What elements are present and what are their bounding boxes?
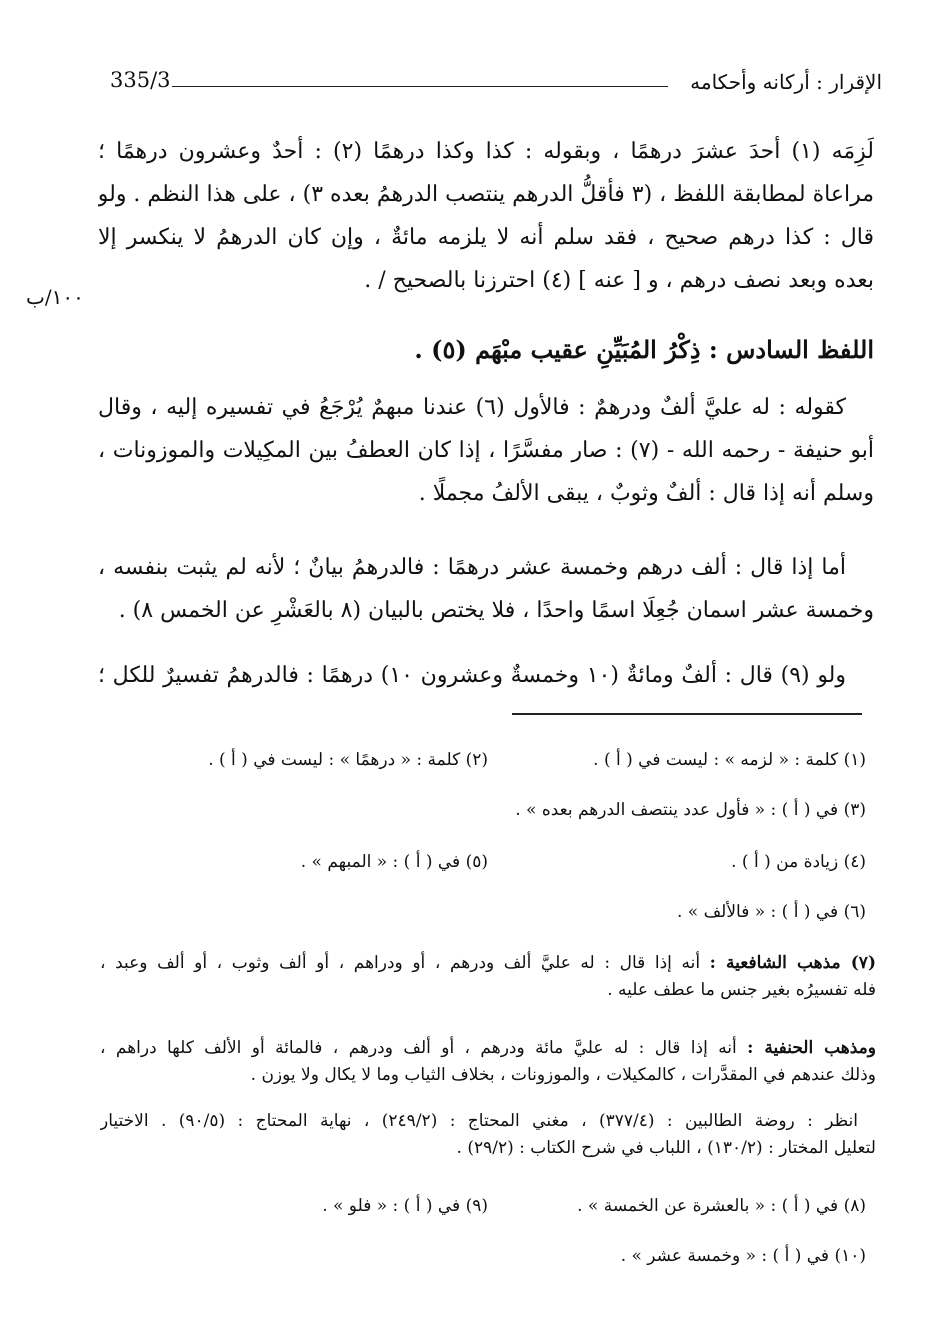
- footnote-2: (٢) كلمة : « درهمًا » : ليست في ( أ ) .: [208, 750, 488, 770]
- footnote-9: (٩) في ( أ ) : « فلو » .: [322, 1196, 488, 1216]
- footnote-6: (٦) في ( أ ) : « فالألف » .: [676, 902, 866, 922]
- reference-line: لتعليل المختار : (١٣٠/٢) ، اللباب في شرح الكتاب : (٢٩/٢) .: [456, 1138, 876, 1158]
- footnote-7b-label: ومذهب الحنفية :: [747, 1038, 876, 1058]
- header-rule: [172, 86, 668, 87]
- text-line: وخمسة عشر اسمان جُعِلَا اسمًا واحدًا ، فلا يختص بالبيان (٨ بالعَشْرِ عن الخمس ٨) .: [118, 598, 874, 623]
- section-heading: اللفظ السادس : ذِكْرُ المُبَيِّنِ عقيب مبْهَم (٥) .: [414, 335, 874, 364]
- footnote-7-text: فله تفسيرُه بغير جنس ما عطف عليه .: [607, 980, 876, 1000]
- footnote-8: (٨) في ( أ ) : « بالعشرة عن الخمسة » .: [577, 1196, 866, 1216]
- footnote-7b-text: أنه إذا قال : له عليَّ مائة ودرهم ، أو ألف ودرهم ، فالمائة أو الألف كلها دراهم ،: [100, 1038, 737, 1058]
- footnote-10: (١٠) في ( أ ) : « وخمسة عشر » .: [620, 1246, 866, 1266]
- footnote-3: (٣) في ( أ ) : « فأول عدد ينتصف الدرهم بعده » .: [515, 800, 866, 820]
- text-line: بعده وبعد نصف درهم ، و [ عنه ] (٤) احترزنا بالصحيح / .: [364, 268, 874, 293]
- running-title: الإقرار : أركانه وأحكامه: [690, 70, 882, 94]
- footnote-5: (٥) في ( أ ) : « المبهم » .: [300, 852, 488, 872]
- text-line: كقوله : له عليَّ ألفٌ ودرهمٌ : فالأول (٦) عندنا مبهمٌ يُرْجَعُ في تفسيره إليه ، وقال: [98, 395, 846, 420]
- footnote-7-label: (٧) مذهب الشافعية :: [709, 953, 876, 973]
- footnote-4: (٤) زيادة من ( أ ) .: [731, 852, 866, 872]
- page-number: 335/3: [110, 68, 171, 92]
- footnote-7: [100, 950, 876, 1004]
- reference-line: انظر : روضة الطالبين : (٣٧٧/٤) ، مغني المحتاج : (٢٤٩/٢) ، نهاية المحتاج : (٩٠/٥) . الاختيار: [100, 1111, 858, 1131]
- paragraph-3: [98, 546, 874, 632]
- footnote-7-references: [100, 1108, 876, 1162]
- text-line: ولو (٩) قال : ألفٌ ومائةٌ (١٠ وخمسةٌ وعشرون ١٠) درهمًا : فالدرهمُ تفسيرٌ للكل ؛: [98, 663, 847, 688]
- text-line: أبو حنيفة - رحمه الله - (٧) : صار مفسَّرًا ، إذا كان العطفُ بين المكِيلات والموزونات ،: [98, 438, 874, 463]
- footnote-separator: [512, 713, 862, 715]
- manuscript-folio-marker: ١٠٠/ب: [26, 285, 84, 309]
- footnote-7b-text: وذلك عندهم في المقدَّرات ، كالمكيلات ، والموزونات ، بخلاف الثياب وما لا يكال ولا يوزن .: [250, 1065, 876, 1085]
- paragraph-4: [98, 654, 874, 697]
- footnote-7-hanafi: [100, 1035, 876, 1089]
- paragraph-1: [98, 130, 874, 302]
- running-header: [110, 68, 882, 98]
- text-line: وسلم أنه إذا قال : ألفٌ وثوبٌ ، يبقى الألفُ مجملًا .: [418, 481, 874, 506]
- paragraph-2: [98, 386, 874, 515]
- text-line: أما إذا قال : ألف درهم وخمسة عشر درهمًا : فالدرهمُ بيانٌ ؛ لأنه لم يثبت بنفسه ،: [98, 555, 846, 580]
- footnote-7-text: أنه إذا قال : له عليَّ ألف ودرهم ، أو ودراهم ، أو ألف وثوب ، أو ألف وعبد ،: [100, 953, 701, 973]
- footnote-1: (١) كلمة : « لزمه » : ليست في ( أ ) .: [593, 750, 866, 770]
- text-line: قال : كذا درهم صحيح ، فقد سلم أنه لا يلزمه مائةٌ ، وإن كان الدرهمُ لا ينكسر إلا: [98, 225, 874, 250]
- text-line: لَزِمَه (١) أحدَ عشرَ درهمًا ، وبقوله : كذا وكذا درهمًا (٢) : أحدٌ وعشرون درهمًا ؛: [98, 139, 874, 164]
- text-line: مراعاة لمطابقة اللفظ ، (٣ فأقلُّ الدرهم ينتصب الدرهمُ بعده ٣) ، على هذا النظم . ولو: [98, 182, 874, 207]
